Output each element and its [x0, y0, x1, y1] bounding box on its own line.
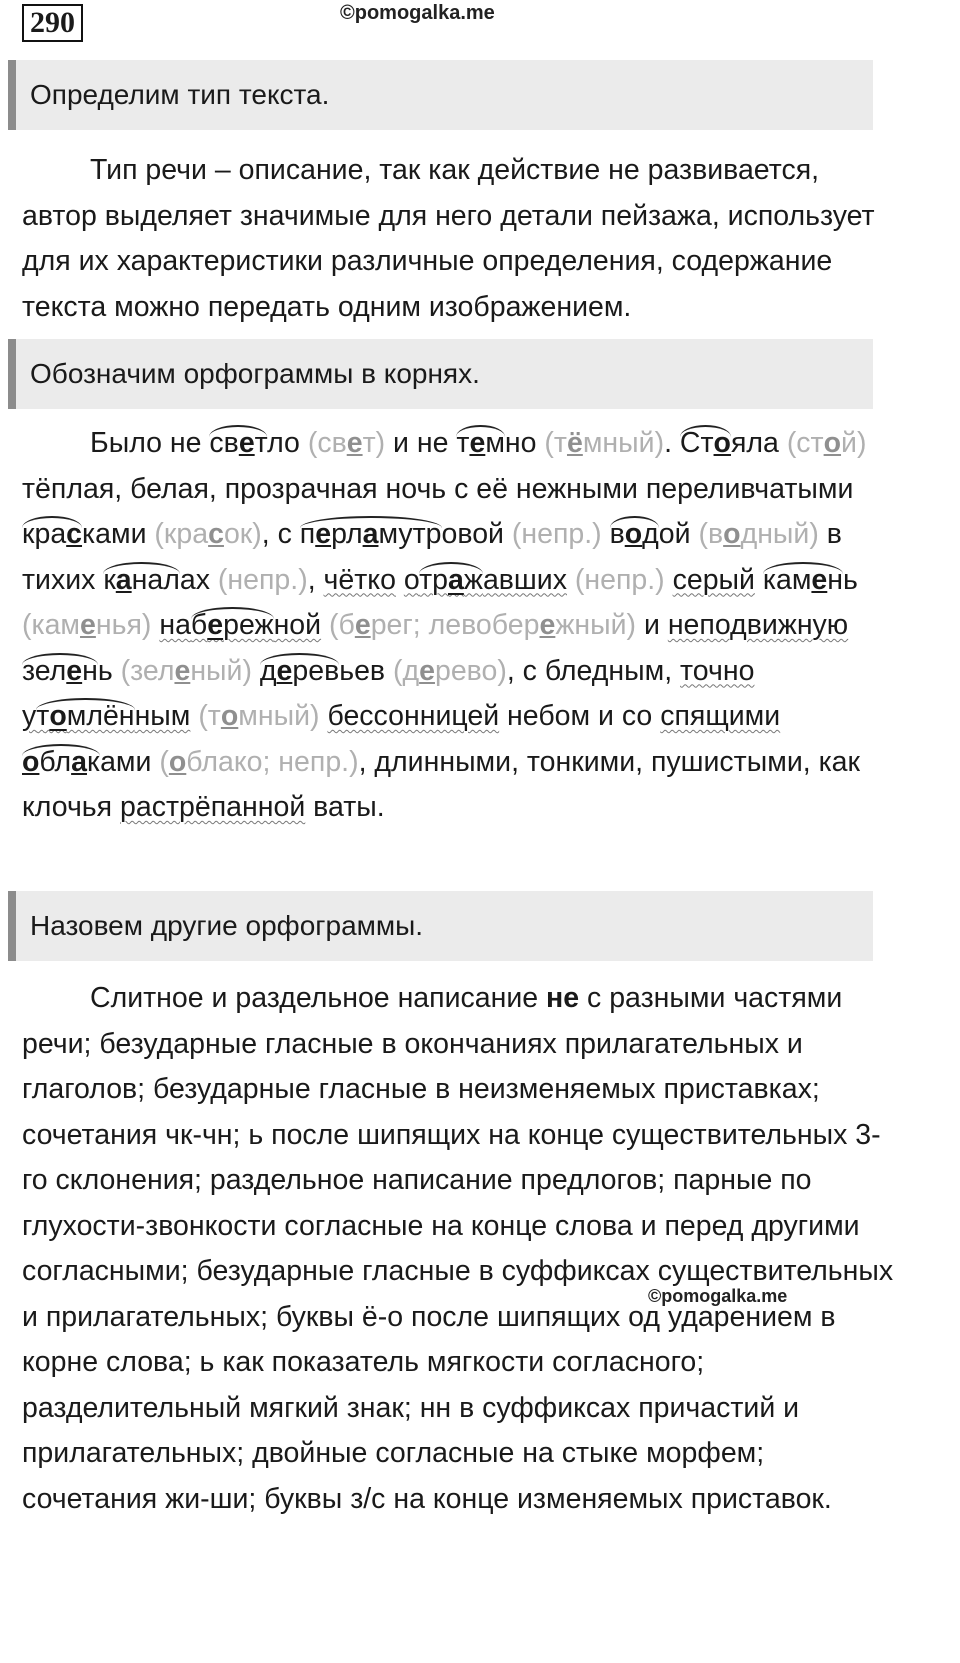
bold-ne: не [546, 982, 580, 1014]
other-spellings-paragraph: Слитное и раздельное написание не с разными частями речи; безударные гласные в окончаниях прилагательных и глаголов; безударные гласные в неизменяемых приставках; сочетания чк-чн; ь после шипящих на конце существительных 3-го склонения; раздельное написание предлогов; парные по глухости-звонкости согласные на конце слова и перед другими согласными; безударные гласные в суффиксах существительных и прилагательных; буквы ё-о после шипящих од ударением в корне слова; ь как показатель мягкости согласного; разделительный мягкий знак; нн в суффиксах причастий и прилагательных; двойные согласные на стыке морфем; сочетания жи-ши; буквы з/с на конце изменяемых приставок. [22, 982, 894, 1515]
section-heading-root-spellings: Обозначим орфограммы в корнях. [8, 339, 873, 409]
exercise-number: 290 [22, 4, 83, 42]
section-heading-other-spellings: Назовем другие орфограммы. [8, 891, 873, 961]
annotated-text: Было не светло (свет) и не темно (тёмный). Стояла (стой) тёплая, белая, прозрачная ночь с её нежными переливчатыми красками (красок), с перламутровой (непр.) водой (водный) в тихих каналах (непр.), чётко отражавших (непр.) серый камень (каменья) набережной (берег; левобережный) и неподвижную зелень (зеленый) деревьев (дерево), с бледным, точно утомлённым (томный) бессонницей небом и со спящими облаками (облако; непр.), длинными, тонкими, пушистыми, как клочья растрёпанной ваты. [22, 427, 867, 823]
watermark-middle: ©pomogalka.me [648, 1286, 788, 1306]
text-type-paragraph [22, 148, 900, 330]
text-type-body: Тип речи – описание, так как действие не развивается, автор выделяет значимые для него детали пейзажа, использует для их характеристики различные определения, содержание текста можно передать одним изображением. [22, 154, 875, 323]
watermark-top: ©pomogalka.me [340, 2, 495, 24]
section-heading-text-type: Определим тип текста. [8, 60, 873, 130]
